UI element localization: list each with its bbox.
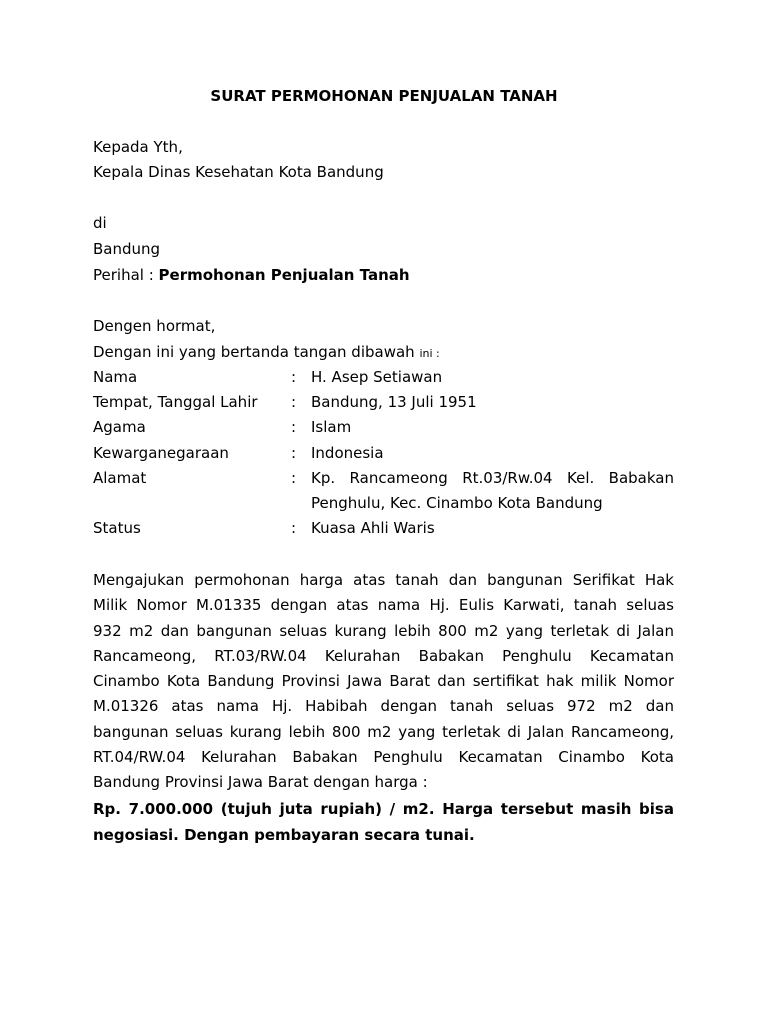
field-colon: : <box>291 469 297 487</box>
body-line: M.01326 atas nama Hj. Habibah dengan tanah seluas 972 m2 dan <box>93 697 674 716</box>
field-value-kewarganegaraan: Indonesia <box>311 444 384 462</box>
field-value-alamat <box>311 466 674 516</box>
intro-colon: : <box>432 347 440 360</box>
body-line: 932 m2 dan bangunan seluas kurang lebih 800 m2 yang terletak di Jalan <box>93 621 674 640</box>
subject-label: Perihal : <box>93 266 159 284</box>
intro-text: Dengan ini yang bertanda tangan dibawah <box>93 343 420 361</box>
subject-value: Permohonan Penjualan Tanah <box>158 266 410 284</box>
body-line: RT.04/RW.04 Kelurahan Babakan Penghulu Kecamatan Cinambo Kota <box>93 748 674 767</box>
field-label-ttl: Tempat, Tanggal Lahir <box>93 393 258 411</box>
intro-line <box>93 342 440 364</box>
field-value-agama: Islam <box>311 418 352 436</box>
field-colon: : <box>291 444 297 462</box>
recipient-name: Kepala Dinas Kesehatan Kota Bandung <box>93 163 384 181</box>
recipient-city: Bandung <box>93 240 161 258</box>
body-line: Mengajukan permohonan harga atas tanah dan bangunan Serifikat Hak <box>93 571 674 589</box>
field-value-nama: H. Asep Setiawan <box>311 368 443 386</box>
body-paragraph <box>93 568 674 796</box>
field-colon: : <box>291 368 297 386</box>
price-paragraph <box>93 797 674 848</box>
field-colon: : <box>291 393 297 411</box>
field-label-kewarganegaraan: Kewarganegaraan <box>93 444 229 462</box>
alamat-line-2: Penghulu, Kec. Cinambo Kota Bandung <box>311 494 603 512</box>
body-line: Milik Nomor M.01335 dengan atas nama Hj. Eulis Karwati, tanah seluas <box>93 596 674 615</box>
intro-small: ini <box>419 347 433 360</box>
body-line: Rancameong, RT.03/RW.04 Kelurahan Babakan Penghulu Kecamatan <box>93 646 674 665</box>
field-label-agama: Agama <box>93 418 146 436</box>
field-colon: : <box>291 519 297 537</box>
field-label-alamat: Alamat <box>93 469 147 487</box>
body-line: Bandung Provinsi Jawa Barat dengan harga : <box>93 773 428 792</box>
subject-line <box>93 265 410 285</box>
body-line: bangunan seluas kurang lebih 800 m2 yang terletak di Jalan Rancameong, <box>93 722 674 741</box>
recipient-di: di <box>93 214 107 232</box>
field-value-status: Kuasa Ahli Waris <box>311 519 435 537</box>
body-line: Cinambo Kota Bandung Provinsi Jawa Barat dan sertifikat hak milik Nomor <box>93 672 674 691</box>
field-colon: : <box>291 418 297 436</box>
field-label-status: Status <box>93 519 141 537</box>
field-value-ttl: Bandung, 13 Juli 1951 <box>311 393 477 411</box>
alamat-line-1: Kp. Rancameong Rt.03/Rw.04 Kel. Babakan <box>311 469 674 487</box>
price-line: Rp. 7.000.000 (tujuh juta rupiah) / m2. Harga tersebut masih bisa <box>93 800 674 818</box>
recipient-salutation: Kepada Yth, <box>93 138 183 156</box>
letter-title: SURAT PERMOHONAN PENJUALAN TANAH <box>210 87 558 105</box>
field-label-nama: Nama <box>93 368 138 386</box>
price-line: negosiasi. Dengan pembayaran secara tunai. <box>93 825 475 844</box>
greeting: Dengen hormat, <box>93 317 216 335</box>
